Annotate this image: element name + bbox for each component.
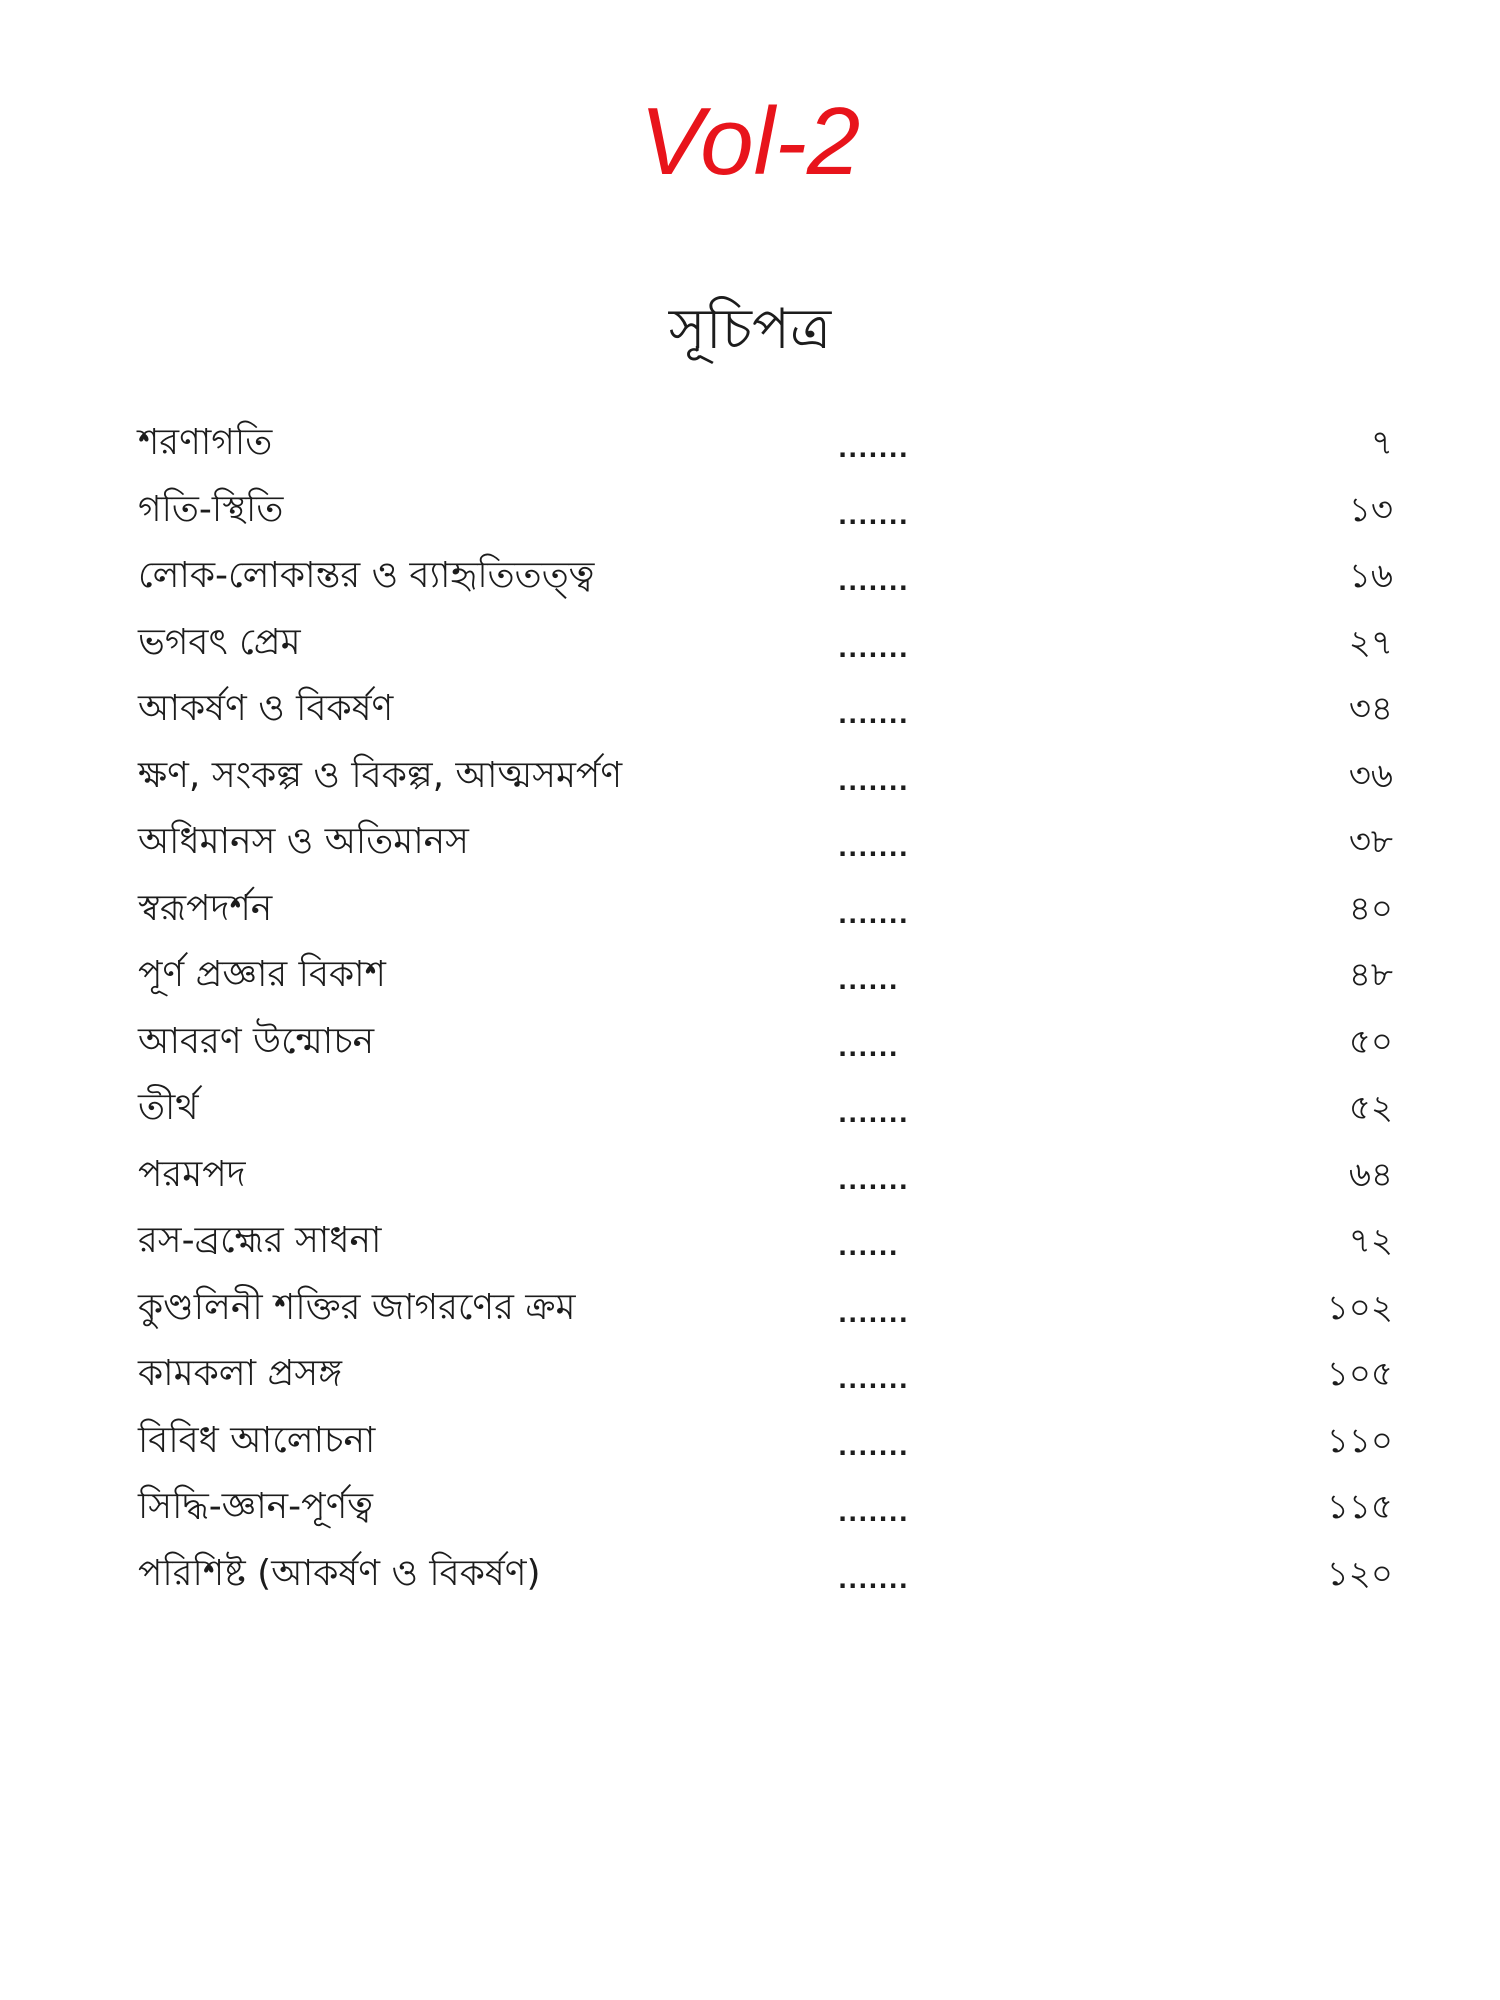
toc-page-number: ১৩: [1348, 489, 1393, 530]
toc-page-number: ৩৮: [1348, 822, 1393, 862]
toc-page-number: ২৭: [1348, 622, 1393, 663]
toc-entry-title: স্বরূপদর্শন: [138, 887, 273, 929]
toc-row: [138, 1208, 1393, 1275]
toc-row: [138, 1142, 1393, 1209]
toc-dot-leader: ......: [838, 967, 899, 995]
toc-dot-leader: .......: [838, 701, 909, 729]
toc-row: [138, 743, 1393, 810]
toc-dot-leader: .......: [838, 767, 909, 796]
toc-row: [138, 1341, 1393, 1408]
toc-entry-title: রস-ব্রহ্মের সাধনা: [138, 1220, 382, 1261]
toc-page-number: ১০২: [1326, 1287, 1393, 1328]
toc-entry-title: আবরণ উন্মোচন: [138, 1020, 375, 1062]
toc-row: [138, 1075, 1393, 1142]
toc-dot-leader: .......: [838, 1499, 909, 1527]
toc-entry-title: কুণ্ডলিনী শক্তির জাগরণের ক্রম: [138, 1286, 576, 1328]
toc-dot-leader: .......: [838, 634, 909, 663]
toc-entry-title: শরণাগতি: [138, 422, 273, 463]
toc-page-number: ১০৫: [1326, 1354, 1393, 1394]
toc-entry-title: তীর্থ: [138, 1087, 199, 1128]
toc-page-number: ৪০: [1348, 888, 1393, 929]
toc-row: [138, 1408, 1393, 1475]
toc-entry-title: ভগবৎ প্রেম: [138, 621, 301, 663]
toc-dot-leader: .......: [838, 435, 909, 463]
toc-page-number: ১১৫: [1326, 1487, 1393, 1527]
toc-row: [138, 676, 1393, 743]
toc-dot-leader: .......: [838, 1565, 909, 1594]
volume-label: Vol-2: [639, 88, 861, 195]
toc-entry-title: অধিমানস ও অতিমানস: [138, 821, 469, 862]
toc-entry-title: পরিশিষ্ট (আকর্ষণ ও বিকর্ষণ): [138, 1552, 541, 1594]
toc-page-number: ৬৪: [1348, 1154, 1393, 1195]
toc-page-number: ৪৮: [1348, 955, 1393, 995]
toc-dot-leader: .......: [838, 1366, 909, 1394]
toc-page-number: ৩৪: [1348, 689, 1393, 729]
toc-entry-title: গতি-স্থিতি: [138, 488, 284, 530]
toc-row: [138, 610, 1393, 677]
toc-row: [138, 1275, 1393, 1342]
toc-dot-leader: .......: [838, 1299, 909, 1328]
toc-row: [138, 1541, 1393, 1608]
toc-dot-leader: .......: [838, 1166, 909, 1195]
toc-row: [138, 876, 1393, 943]
toc-dot-leader: .......: [838, 1100, 909, 1128]
toc-entry-title: ক্ষণ, সংকল্প ও বিকল্প, আত্মসমর্পণ: [138, 754, 623, 796]
toc-dot-leader: .......: [838, 834, 909, 862]
toc-entry-title: বিবিধ আলোচনা: [138, 1419, 376, 1461]
toc-page-number: ৭২: [1348, 1221, 1393, 1261]
toc-dot-leader: .......: [838, 1432, 909, 1461]
toc-page-number: ৩৬: [1348, 755, 1393, 796]
toc-page-number: ৭: [1370, 423, 1393, 463]
toc-dot-leader: ......: [838, 1233, 899, 1261]
toc-page-number: ১১০: [1326, 1420, 1393, 1461]
toc-entry-title: কামকলা প্রসঙ্গ: [138, 1353, 343, 1394]
toc-row: [138, 1474, 1393, 1541]
toc-dot-leader: ......: [838, 1033, 899, 1062]
page-title: সূচিপত্র: [668, 297, 832, 362]
toc-dot-leader: .......: [838, 568, 909, 596]
toc-row: [138, 477, 1393, 544]
toc-dot-leader: .......: [838, 900, 909, 929]
toc-page-number: ৫২: [1348, 1088, 1393, 1128]
toc-entry-title: পূর্ণ প্রজ্ঞার বিকাশ: [138, 954, 386, 995]
toc-row: [138, 942, 1393, 1009]
toc-entry-title: লোক-লোকান্তর ও ব্যাহৃতিতত্ত্ব: [138, 555, 595, 596]
toc-entry-title: সিদ্ধি-জ্ঞান-পূর্ণত্ব: [138, 1486, 373, 1527]
toc-row: [138, 543, 1393, 610]
toc-row: [138, 410, 1393, 477]
toc-entry-title: আকর্ষণ ও বিকর্ষণ: [138, 688, 394, 729]
table-of-contents: [138, 410, 1393, 1607]
toc-page-number: ৫০: [1348, 1021, 1393, 1062]
toc-page-number: ১২০: [1326, 1553, 1393, 1594]
toc-entry-title: পরমপদ: [138, 1153, 246, 1195]
toc-row: [138, 809, 1393, 876]
toc-row: [138, 1009, 1393, 1076]
toc-page-number: ১৬: [1348, 556, 1393, 596]
toc-dot-leader: .......: [838, 501, 909, 530]
